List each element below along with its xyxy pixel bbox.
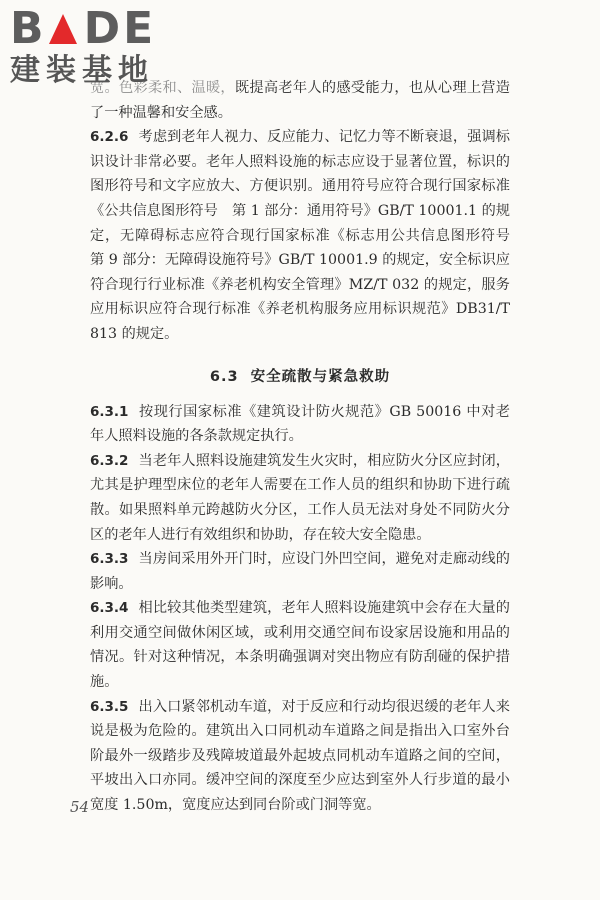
clause-number: 6.3.4: [90, 600, 129, 617]
logo-subtitle: 建装基地: [10, 53, 154, 88]
section-number: 6.3: [209, 368, 239, 385]
logo-a-triangle-icon: [47, 6, 84, 52]
clause-6-2-6: [90, 125, 525, 346]
clause-text: 相比较其他类型建筑，老年人照料设施建筑中会存在大量的利用交通空间做休闲区域，或利用交通空间布设家居设施和用品的情况。针对这种情况，本条明确强调对突出物应有防刮碰的保护措施。: [90, 600, 510, 691]
clause-6-3-2: [90, 449, 510, 547]
logo-wordmark: B DE: [10, 3, 157, 54]
section-title-text: 安全疏散与紧急救助: [250, 368, 391, 385]
clause-text: 考虑到老年人视力、反应能力、记忆力等不断衰退，强调标识设计非常必要。老年人照料设施的标志应设于显著位置，标识的图形符号和文字应放大、方便识别。通用符号应符合现行国家标准《公共信息图形符号 第 1 部分：通用符号》GB/T 10001.1 的规定，无障碍标志应符合现行国家标准《标志用公共信息图形符号 第 9 部分：无障碍设施符号》GB/T 10001.9 的规定，安全标识应符合现行行业标准《养老机构安全管理》MZ/T 032 的规定，服务应用标识应符合现行标准《养老机构服务应用标识规范》DB31/T 813 的规定。: [90, 129, 525, 342]
clause-text: 当老年人照料设施建筑发生火灾时，相应防火分区应封闭，尤其是护理型床位的老年人需要在工作人员的组织和协助下进行疏散。如果照料单元跨越防火分区，工作人员无法对身处不同防火分区的老年人进行有效组织和协助，存在较大安全隐患。: [90, 452, 510, 543]
clause-6-3-1: [90, 400, 510, 449]
section-heading: [90, 365, 510, 386]
page-number: 54: [70, 798, 90, 816]
clause-number: 6.2.6: [90, 129, 129, 146]
clause-6-3-4: [90, 596, 510, 694]
clause-6-3-5: [90, 695, 510, 818]
clause-number: 6.3.1: [90, 403, 129, 420]
clause-text: 出入口紧邻机动车道，对于反应和行动均很迟缓的老年人来说是极为危险的。建筑出入口同机动车道路之间是指出入口室外台阶最外一级踏步及残障坡道最外起坡点同机动车道路之间的空间，平坡出入口亦同。缓冲空间的深度至少应达到室外人行步道的最小宽度 1.50m，宽度应达到同台阶或门洞等宽。: [90, 698, 510, 814]
clause-number: 6.3.5: [90, 698, 129, 715]
paragraph-faded-text: 宽。色彩柔和、温暖，: [90, 80, 235, 96]
page-body: [90, 76, 525, 818]
clause-text: 按现行国家标准《建筑设计防火规范》GB 50016 中对老年人照料设施的各条款规定执行。: [90, 403, 510, 445]
bade-logo: [10, 3, 180, 88]
clause-6-3-3: [90, 547, 510, 596]
clause-number: 6.3.3: [90, 551, 129, 568]
clause-text: 当房间采用外开门时，应设门外凹空间，避免对走廊动线的影响。: [90, 551, 510, 592]
clause-number: 6.3.2: [90, 452, 129, 469]
paragraph-text: 既提高老年人的感受能力，也从心理上营造了一种温馨和安全感。: [90, 80, 510, 121]
